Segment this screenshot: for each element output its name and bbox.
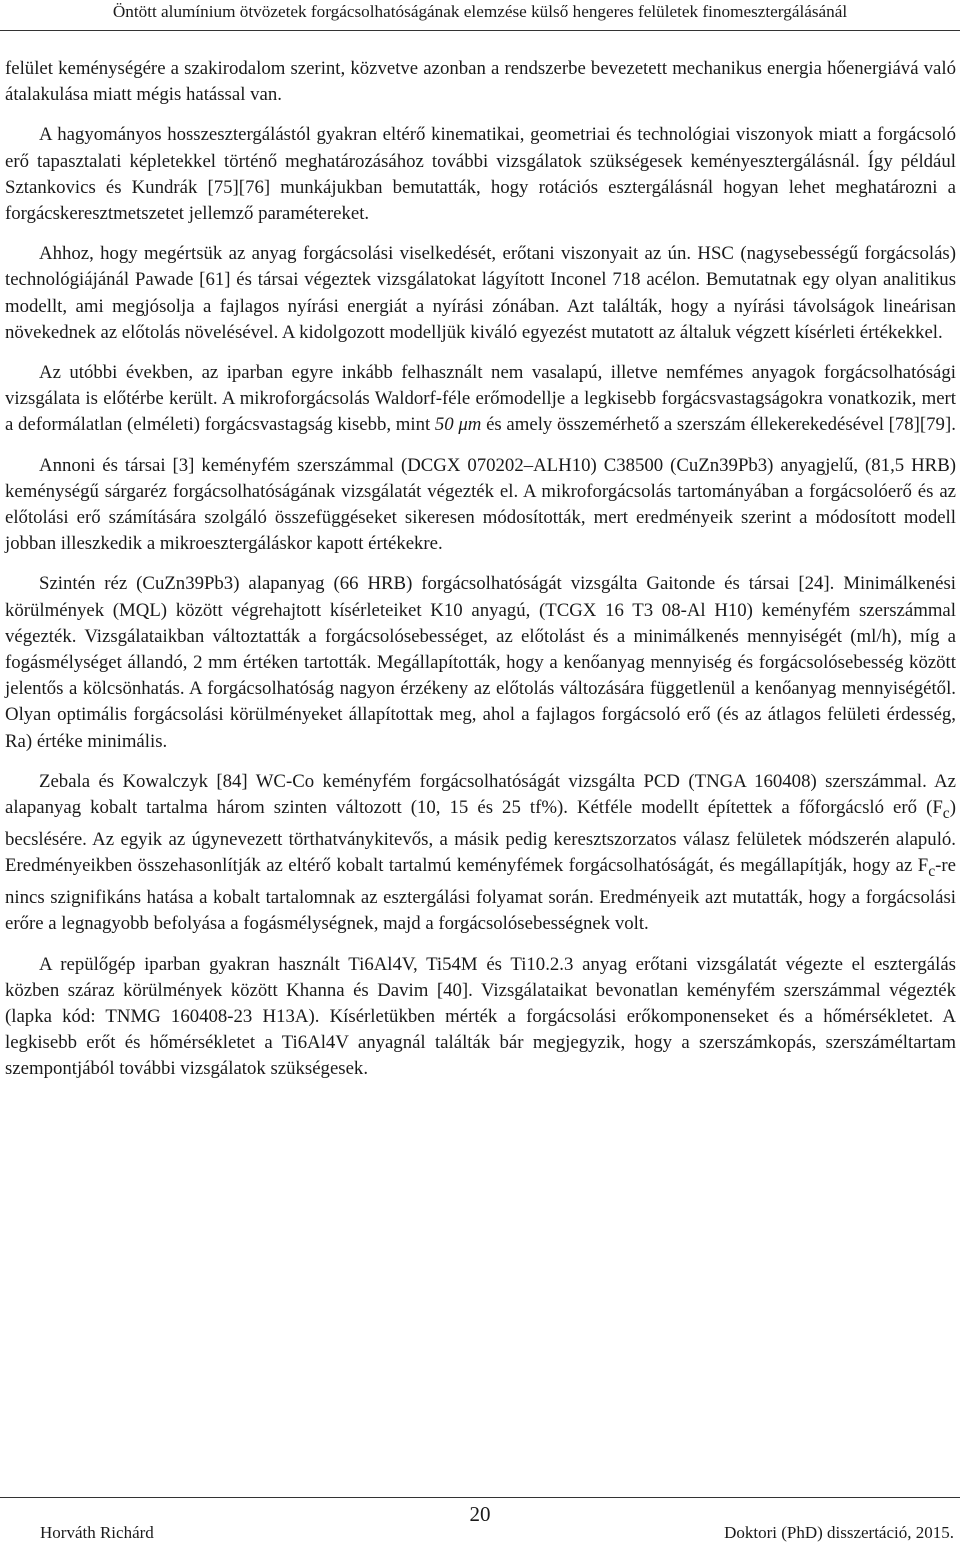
paragraph-text: -re nincs szignifikáns hatása a kobalt tartalomnak az esztergálási folyamat során. Eredményeik azt mutatták, hogy a forgácsolási erőre a legnagyobb befolyása a fogásmélységnek, majd a forgácsolósebességnek volt. [5, 855, 956, 935]
paragraph-text: Az utóbbi években, az iparban egyre inkább felhasznált nem vasalapú, illetve nemfémes anyagok forgácsolhatósági vizsgálata is előtérbe került. A mikroforgácsolás Waldorf-féle erőmodellje a legkisebb forgácsvastagságokra vonatkozik, mert a deformálatlan (elméleti) forgácsvastagság kisebb, mint [5, 362, 956, 436]
paragraph-gaitonde: Szintén réz (CuZn39Pb3) alapanyag (66 HRB) forgácsolhatóságát vizsgálta Gaitonde és társai [24]. Minimálkenési körülmények (MQL) között végrehajtott kísérleteiket K10 anyagú, (TCGX 16 T3 08-Al H10) keményfém szerszámmal végezték. Vizsgálataikban változtatták a forgácsolósebességet, az előtolást és a minimálkenés mennyiségét (ml/h), míg a fogásmélységet állandó, 2 mm értéken tartották. Megállapították, hogy a kenőanyag mennyiség és forgácsolósebesség között jelentős a kölcsönhatás. A forgácsolhatóság nagyon érzékeny az előtolás változására függetlenül a kenőanyag mennyiségétől. Olyan optimális forgácsolási körülményeket állapítottak meg, ahol a fajlagos forgácsoló erő (és az átlagos felületi érdesség, Ra) értéke minimális. [5, 573, 956, 752]
paragraph-text: Zebala és Kowalczyk [84] WC-Co keményfém forgácsolhatóságát vizsgálta PCD (TNGA 160408) szerszámmal. Az alapanyag kobalt tartalma három szinten változott (10, 15 és 25 tf%). Kétféle modellt építettek a főforgácsló erő (F [5, 770, 956, 819]
footer-author: Horváth Richárd [40, 1523, 154, 1542]
subscript: c [942, 804, 950, 822]
header-divider [0, 30, 960, 31]
paragraph-hsc-pawade: Ahhoz, hogy megértsük az anyag forgácsolási viselkedését, erőtani viszonyait az ún. HSC (nagysebességű forgácsolás) technológiájánál Pawade [61] és társai végeztek vizsgálatokat lágyított Inconel 718 acélon. Bemutatnak egy olyan analitikus modellt, ami megjósolja a fajlagos nyírási energiát a nyírási zónában. Azt találták, hogy a nyírási távolságok lineárisan növekednek az előtolás növelésével. A kidolgozott modelljük kiváló egyezést mutatott az általuk végzett kísérleti értékekkel. [5, 243, 956, 343]
chip-thickness-value: 50 μm [434, 414, 482, 436]
subscript: c [928, 862, 936, 880]
paragraph-text: ) becslésére. Az egyik az úgynevezett törthatványkitevős, a másik pedig keresztszorzatos válasz felületek módszerén alapuló. Eredményeikben összehasonlítják az eltérő kobalt tartalmú keményfémek forgácsolhatóságát, és megállapítják, hogy az F [5, 797, 956, 877]
paragraph-micro-cutting [5, 360, 956, 439]
footer-divider [0, 1497, 960, 1498]
running-header-title: Öntött alumínium ötvözetek forgácsolhatóságának elemzése külső hengeres felületek finomesztergálásánál [112, 2, 848, 21]
paragraph-annoni: Annoni és társai [3] keményfém szerszámmal (DCGX 070202–ALH10) C38500 (CuZn39Pb3) anyagjelű, (81,5 HRB) keménységű sárgaréz forgácsolhatóságának vizsgálatát végezték el. A mikroforgácsolás tartományában a forgácsolóerő és az előtolási erő számítására szolgáló összefüggéseket sikeresen módosították, mert eredményeik szerint a módosított modell jobban illeszkedik a mikroesztergáláskor kapott értékekre. [5, 454, 956, 555]
page-number: 20 [469, 1502, 491, 1526]
paragraph-hard-turning: A hagyományos hosszesztergálástól gyakran eltérő kinematikai, geometriai és technológiai viszonyok miatt a forgácsoló erő tapasztalati képletekkel történő meghatározásához további vizsgálatok szükségesek keményesztergálásnál. Így például Sztankovics és Kundrák [75][76] munkájukban bemutatták, hogy rotációs esztergálásnál hogyan lehet meghatározni a forgácskeresztmetszetet jellemző paramétereket. [5, 124, 956, 225]
footer-document-type: Doktori (PhD) disszertáció, 2015. [724, 1523, 954, 1542]
paragraph-text: és amely összemérhető a szerszám éllekerekedésével [78][79]. [481, 414, 956, 436]
paragraph-khanna-davim: A repülőgép iparban gyakran használt Ti6Al4V, Ti54M és Ti10.2.3 anyag erőtani vizsgálatát végezte el esztergálás közben száraz körülmények között Khanna és Davim [40]. Vizsgálataikat bevonatlan keményfém szerszámmal végezték (lapka kód: TNMG 160408-23 H13A). Kísérletükben mérték a forgácsolási erőkomponenseket és a hőmérsékletet. A legkisebb erőt és hőmérsékletet a Ti6Al4V anyagnál találták bár megjegyzik, hogy a szerszámkopás, szerszáméltartam szempontjából további vizsgálatok szükségesek. [5, 953, 956, 1080]
paragraph-continuation: felület keménységére a szakirodalom szerint, közvetve azonban a rendszerbe bevezetett mechanikus energia hőenergiává való átalakulása miatt mégis hatással van. [5, 58, 956, 106]
body-text [5, 56, 956, 1097]
paragraph-zebala [5, 769, 956, 938]
